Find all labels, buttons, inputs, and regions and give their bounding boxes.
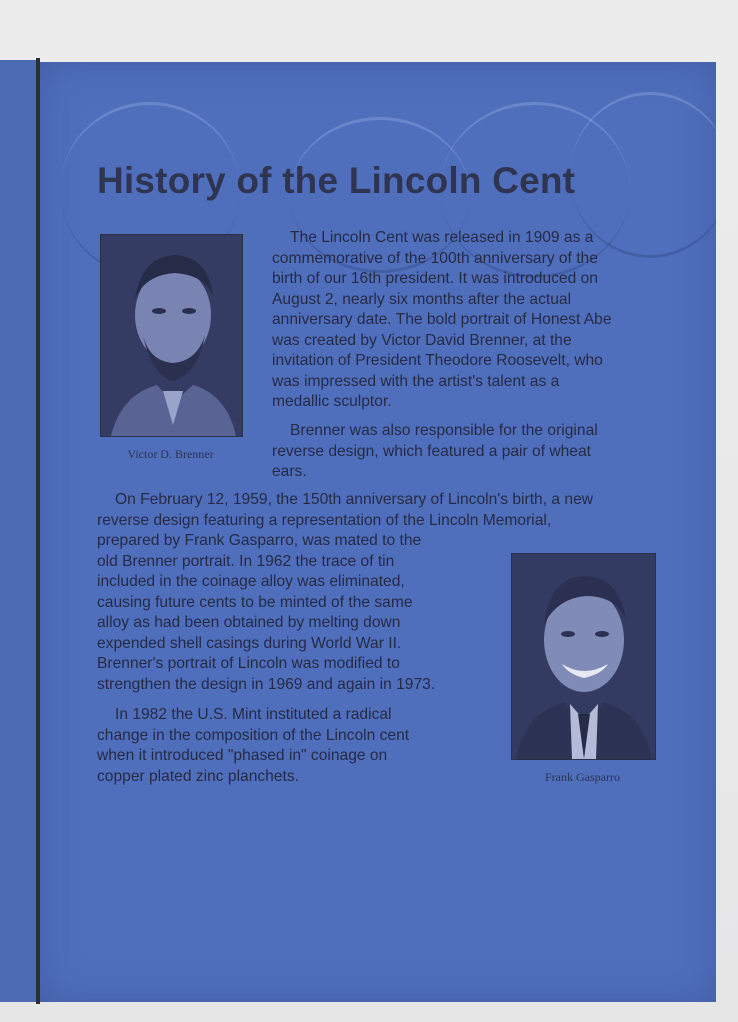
text-line: reverse design featuring a representation of the Lincoln Memorial,	[97, 511, 552, 529]
text-line: commemorative of the 100th anniversary of the	[272, 249, 598, 267]
text-line: Brenner was also responsible for the original	[290, 422, 598, 439]
text-line: expended shell casings during World War II.	[97, 634, 402, 652]
text-line: causing future cents to be minted of the same	[97, 593, 413, 611]
text-line: invitation of President Theodore Roosevelt, who	[272, 352, 603, 369]
phased-in-paragraph	[97, 705, 517, 787]
brenner-portrait-image	[101, 235, 242, 436]
text-line: prepared by Frank Gasparro, was mated to the	[97, 532, 422, 549]
text-line: In 1982 the U.S. Mint instituted a radical	[115, 706, 392, 723]
gasparro-portrait	[511, 553, 656, 760]
text-line: Brenner's portrait of Lincoln was modified to	[97, 655, 400, 672]
text-line: reverse design, which featured a pair of wheat	[272, 442, 591, 460]
text-line: alloy as had been obtained by melting down	[97, 614, 401, 631]
brenner-caption: Victor D. Brenner	[127, 447, 214, 461]
intro-paragraph	[272, 228, 702, 413]
text-line: was impressed with the artist's talent as a	[272, 372, 560, 390]
text-line: when it introduced "phased in" coinage on	[97, 747, 388, 764]
text-line: change in the composition of the Lincoln cent	[97, 726, 410, 744]
text-line: On February 12, 1959, the 150th anniversary of Lincoln's birth, a new	[115, 491, 594, 508]
gasparro-portrait-image	[512, 554, 655, 759]
facing-page-edge	[0, 60, 36, 1002]
brenner-portrait	[100, 234, 243, 437]
booklet-page	[40, 62, 716, 1002]
gasparro-caption: Frank Gasparro	[545, 770, 620, 784]
brenner-reverse-paragraph	[272, 421, 702, 483]
text-line: medallic sculptor.	[272, 393, 392, 410]
text-line: anniversary date. The bold portrait of Honest Abe	[272, 311, 612, 328]
text-line: included in the coinage alloy was eliminated,	[97, 573, 405, 590]
text-line: The Lincoln Cent was released in 1909 as a	[290, 229, 594, 246]
text-line: birth of our 16th president. It was introduced on	[272, 270, 598, 287]
text-line: copper plated zinc planchets.	[97, 767, 299, 785]
page-title: History of the Lincoln Cent	[97, 160, 576, 201]
text-line: was created by Victor David Brenner, at the	[272, 331, 572, 349]
text-line: August 2, nearly six months after the actual	[272, 290, 572, 308]
text-line: ears.	[272, 463, 307, 480]
text-line: old Brenner portrait. In 1962 the trace of tin	[97, 552, 395, 570]
text-line: strengthen the design in 1969 and again in 1973.	[97, 675, 436, 693]
